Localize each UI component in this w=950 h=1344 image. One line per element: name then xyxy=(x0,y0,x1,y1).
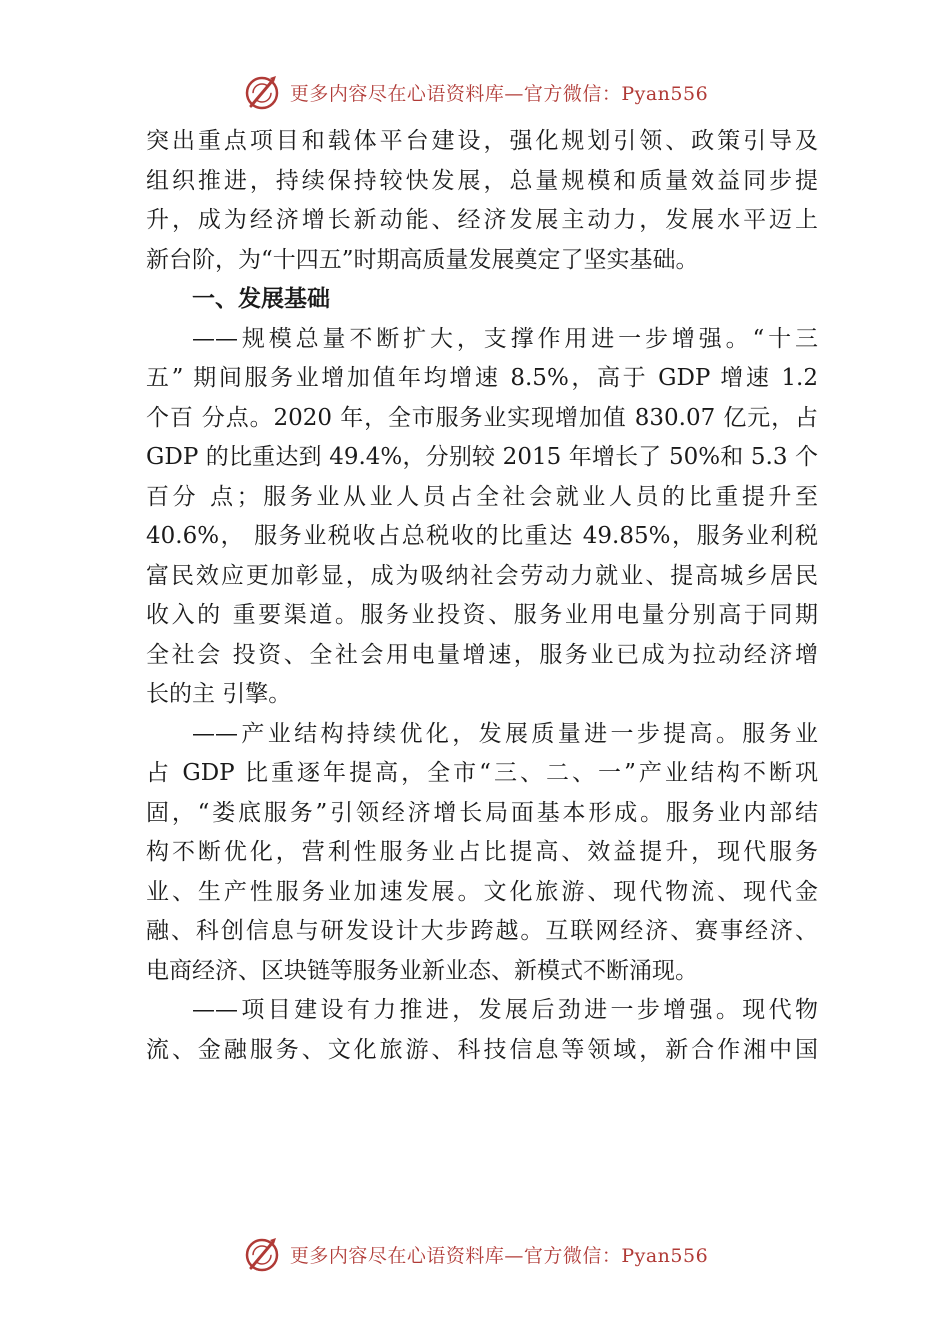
body-line: 业、生产性服务业加速发展。文化旅游、现代物流、现代金 xyxy=(146,878,818,905)
body-line: 全社会 投资、全社会用电量增速，服务业已成为拉动经济增 xyxy=(146,641,818,668)
body-line: 个百 分点。2020 年，全市服务业实现增加值 830.07 亿元，占 xyxy=(146,404,818,431)
body-line: 富民效应更加彰显，成为吸纳社会劳动力就业、提高城乡居民 xyxy=(146,562,818,589)
body-line: 组织推进，持续保持较快发展，总量规模和质量效益同步提 xyxy=(146,167,818,194)
paragraph-lead-line: ——产业结构持续优化，发展质量进一步提高。服务业 xyxy=(192,720,818,747)
body-line: 构不断优化，营利性服务业占比提高、效益提升，现代服务 xyxy=(146,839,818,865)
body-line: 流、金融服务、文化旅游、科技信息等领域，新合作湘中国 xyxy=(146,1036,818,1063)
body-line: 40.6%， 服务业税收占总税收的比重达 49.85%，服务业利税 xyxy=(146,523,818,549)
paragraph-lead-line: ——项目建设有力推进，发展后劲进一步增强。现代物 xyxy=(192,997,818,1023)
header-watermark-banner xyxy=(0,70,950,114)
body-line: 电商经济、区块链等服务业新业态、新模式不断涌现。 xyxy=(146,957,698,984)
body-line: 突出重点项目和载体平台建设，强化规划引领、政策引导及 xyxy=(146,128,818,154)
body-line: 占 GDP 比重逐年提高，全市“三、二、一”产业结构不断巩 xyxy=(146,760,818,786)
pen-circle-logo-icon xyxy=(242,72,282,112)
watermark-text: 更多内容尽在心语资料库—官方微信：Pyan556 xyxy=(289,82,709,105)
footer-watermark-banner xyxy=(0,1232,950,1276)
body-line: 收入的 重要渠道。服务业投资、服务业用电量分别高于同期 xyxy=(146,602,818,628)
watermark-text: 更多内容尽在心语资料库—官方微信：Pyan556 xyxy=(289,1244,709,1267)
section-heading: 一、发展基础 xyxy=(192,286,330,312)
paragraph-lead-line: ——规模总量不断扩大，支撑作用进一步增强。“十三 xyxy=(192,325,818,352)
body-line: 固，“娄底服务”引领经济增长局面基本形成。服务业内部结 xyxy=(146,799,818,826)
body-line: 百分 点；服务业从业人员占全社会就业人员的比重提升至 xyxy=(146,483,818,510)
body-line: 五” 期间服务业增加值年均增速 8.5%，高于 GDP 增速 1.2 xyxy=(146,365,818,391)
body-line: GDP 的比重达到 49.4%，分别较 2015 年增长了 50%和 5.3 个 xyxy=(146,444,818,470)
body-line: 升，成为经济增长新动能、经济发展主动力，发展水平迈上 xyxy=(146,207,818,233)
document-body xyxy=(146,122,818,1070)
body-line: 融、科创信息与研发设计大步跨越。互联网经济、赛事经济、 xyxy=(146,918,818,944)
pen-circle-logo-icon xyxy=(242,1234,282,1274)
body-line: 新台阶，为“十四五”时期高质量发展奠定了坚实基础。 xyxy=(146,246,699,273)
body-line: 长的主 引擎。 xyxy=(146,681,292,707)
